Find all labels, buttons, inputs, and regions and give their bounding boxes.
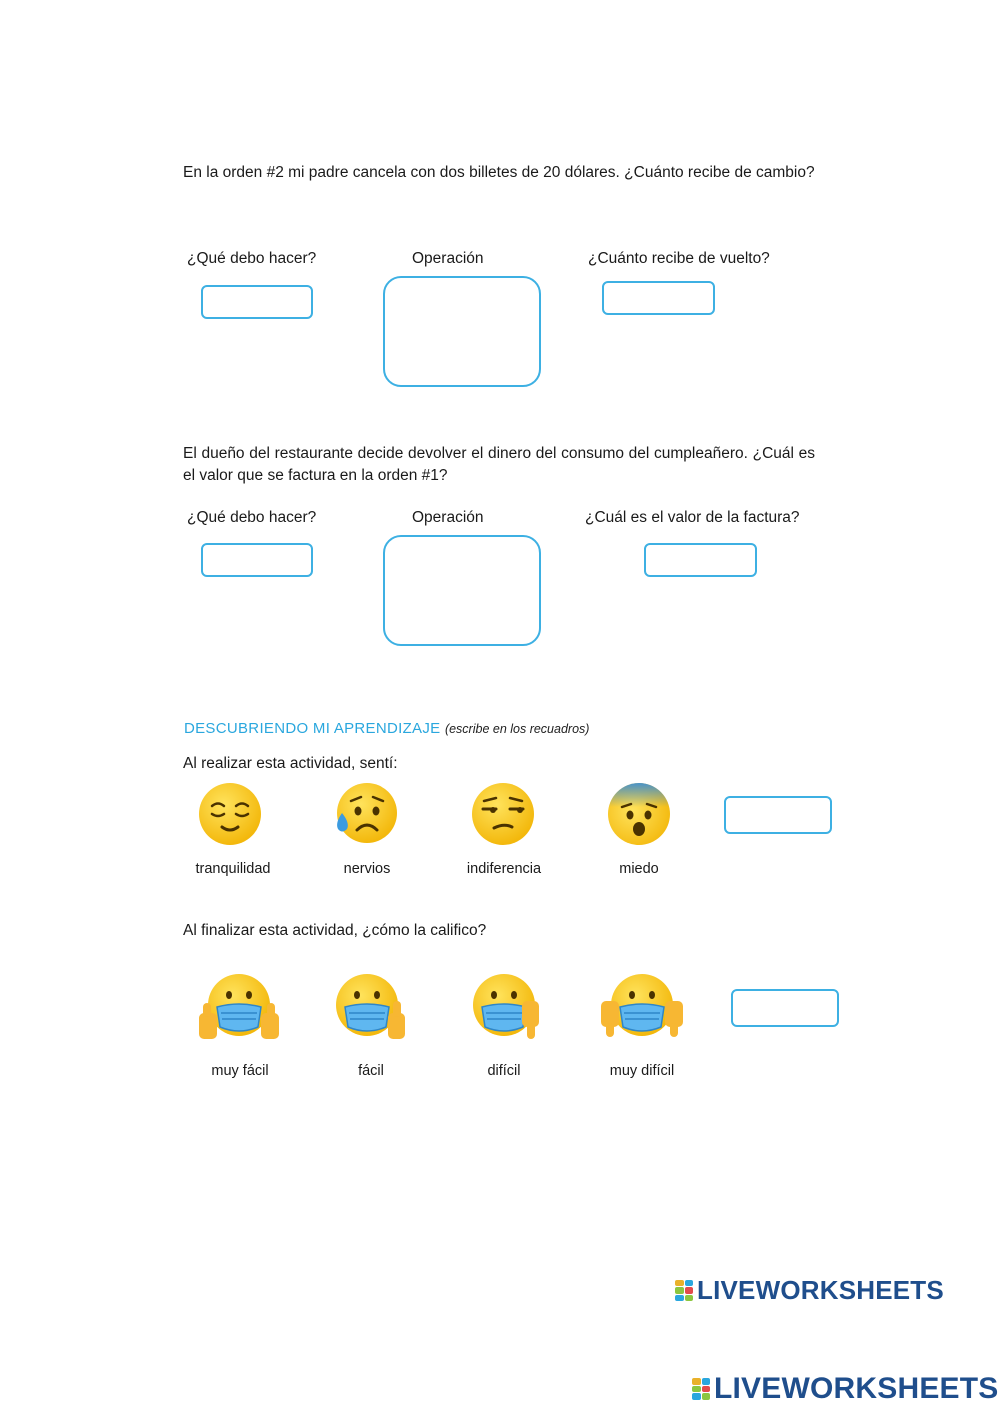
exercise2-what-to-do-input[interactable]: [201, 543, 313, 577]
liveworksheets-logo-icon: [692, 1378, 710, 1400]
exercise1-change-label: ¿Cuánto recibe de vuelto?: [588, 250, 770, 267]
feeling-prompt: Al realizar esta actividad, sentí:: [183, 755, 398, 772]
exercise1-what-to-do-input[interactable]: [201, 285, 313, 319]
exercise1-change-input[interactable]: [602, 281, 715, 315]
masked-thumb-up-icon: [333, 971, 407, 1045]
fearful-face-icon: [606, 781, 672, 847]
rating-prompt: Al finalizar esta actividad, ¿cómo la califico?: [183, 922, 487, 939]
feeling-label-indiferencia: indiferencia: [466, 861, 542, 877]
feeling-label-nervios: nervios: [343, 861, 391, 877]
feeling-label-miedo: miedo: [619, 861, 659, 877]
feeling-input[interactable]: [724, 796, 832, 834]
exercise2-operation-input[interactable]: [383, 535, 541, 646]
exercise2-operation-label: Operación: [412, 509, 484, 526]
reflection-title: DESCUBRIENDO MI APRENDIZAJE: [184, 720, 441, 737]
rating-input[interactable]: [731, 989, 839, 1027]
exercise2-invoice-input[interactable]: [644, 543, 757, 577]
exercise1-what-to-do-label: ¿Qué debo hacer?: [187, 250, 317, 267]
rating-label-muy-facil: muy fácil: [211, 1063, 269, 1079]
exercise1-operation-input[interactable]: [383, 276, 541, 387]
liveworksheets-logo-icon: [675, 1280, 693, 1302]
brand-name: LIVEWORKSHEETS: [714, 1372, 999, 1405]
brand-name: LIVEWORKSHEETS: [697, 1275, 944, 1305]
brand-watermark-lower: [692, 1372, 999, 1406]
exercise1-question: En la orden #2 mi padre cancela con dos billetes de 20 dólares. ¿Cuánto recibe de cambio?: [183, 164, 815, 181]
masked-thumb-down-icon: [470, 971, 544, 1045]
rating-label-muy-dificil: muy difícil: [609, 1063, 675, 1079]
feeling-label-tranquilidad: tranquilidad: [195, 861, 271, 877]
rating-label-facil: fácil: [358, 1063, 384, 1079]
sad-sweat-face-icon: [333, 781, 399, 847]
exercise1-operation-label: Operación: [412, 250, 484, 267]
relieved-face-icon: [197, 781, 263, 847]
masked-double-thumbs-up-icon: [197, 971, 281, 1045]
unamused-face-icon: [470, 781, 536, 847]
reflection-hint: (escribe en los recuadros): [444, 722, 590, 736]
rating-label-dificil: difícil: [487, 1063, 521, 1079]
exercise2-question: El dueño del restaurante decide devolver el dinero del consumo del cumpleañero. ¿Cuál es el valor que se factura en la orden #1?: [183, 445, 815, 484]
exercise2-invoice-label: ¿Cuál es el valor de la factura?: [585, 509, 800, 526]
masked-double-thumbs-down-icon: [600, 971, 684, 1045]
reflection-heading: [184, 720, 589, 738]
exercise2-what-to-do-label: ¿Qué debo hacer?: [187, 509, 317, 526]
brand-watermark-upper: [675, 1275, 944, 1306]
